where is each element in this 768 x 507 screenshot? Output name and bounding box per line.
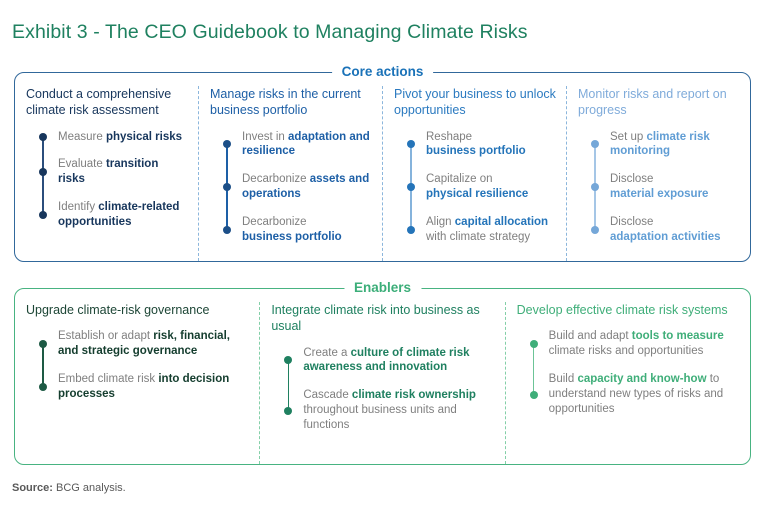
item-text: Decarbonize business portfolio bbox=[242, 216, 342, 244]
list-item bbox=[39, 157, 190, 187]
column-header: Conduct a comprehensive climate risk assessment bbox=[26, 87, 172, 118]
item-text: Evaluate transition risks bbox=[58, 158, 159, 186]
list-item bbox=[407, 172, 558, 202]
enablers-column-2 bbox=[259, 302, 504, 464]
bullet-dot-icon bbox=[591, 140, 599, 148]
item-list bbox=[39, 130, 190, 231]
source-text: BCG analysis. bbox=[52, 482, 126, 494]
bullet-dot-icon bbox=[223, 183, 231, 191]
item-text: Build and adapt tools to measure climate risks and opportunities bbox=[548, 330, 724, 358]
item-text: Reshape business portfolio bbox=[426, 130, 526, 158]
list-item bbox=[39, 329, 251, 359]
bullet-dot-icon bbox=[530, 340, 538, 348]
bullet-dot-icon bbox=[39, 383, 47, 391]
enablers-column-3 bbox=[505, 302, 750, 464]
list-item bbox=[223, 172, 374, 202]
item-text: Align capital allocation with climate strategy bbox=[426, 216, 549, 244]
bullet-dot-icon bbox=[39, 211, 47, 219]
list-item bbox=[530, 372, 742, 417]
list-item bbox=[284, 388, 496, 433]
core-actions-label: Core actions bbox=[332, 63, 434, 82]
bullet-dot-icon bbox=[39, 340, 47, 348]
item-text: Embed climate risk into decision processes bbox=[58, 373, 230, 401]
list-item bbox=[407, 215, 558, 245]
source-note bbox=[12, 482, 126, 494]
bullet-dot-icon bbox=[284, 407, 292, 415]
bullet-dot-icon bbox=[284, 356, 292, 364]
page-title: Exhibit 3 - The CEO Guidebook to Managing Climate Risks bbox=[12, 21, 528, 44]
core-actions-columns bbox=[15, 73, 750, 261]
column-header: Integrate climate risk into business as usual bbox=[271, 303, 480, 334]
item-list bbox=[223, 130, 374, 246]
item-text: Measure physical risks bbox=[58, 130, 183, 143]
bullet-dot-icon bbox=[407, 140, 415, 148]
list-item bbox=[223, 215, 374, 245]
column-header: Monitor risks and report on progress bbox=[578, 87, 727, 118]
enablers-section bbox=[14, 280, 751, 465]
column-header: Upgrade climate-risk governance bbox=[26, 303, 210, 317]
list-item bbox=[284, 346, 496, 376]
core-actions-column-1 bbox=[15, 86, 198, 261]
item-text: Set up climate risk monitoring bbox=[610, 130, 710, 158]
bullet-dot-icon bbox=[407, 226, 415, 234]
bullet-dot-icon bbox=[591, 226, 599, 234]
column-header: Manage risks in the current business portfolio bbox=[210, 87, 361, 118]
bullet-dot-icon bbox=[223, 226, 231, 234]
item-text: Disclose material exposure bbox=[610, 173, 709, 201]
source-label: Source: bbox=[12, 482, 53, 494]
item-list bbox=[407, 130, 558, 246]
list-item bbox=[39, 200, 190, 230]
item-text: Decarbonize assets and operations bbox=[242, 173, 370, 201]
list-item bbox=[39, 372, 251, 402]
core-actions-column-3 bbox=[382, 86, 566, 261]
enablers-columns bbox=[15, 289, 750, 464]
enablers-column-1 bbox=[15, 302, 259, 464]
column-header: Pivot your business to unlock opportunities bbox=[394, 87, 556, 118]
core-actions-column-4 bbox=[566, 86, 750, 261]
bullet-dot-icon bbox=[223, 140, 231, 148]
core-actions-column-2 bbox=[198, 86, 382, 261]
item-text: Establish or adapt risk, financial, and strategic governance bbox=[58, 330, 230, 358]
list-item bbox=[591, 215, 742, 245]
item-text: Build capacity and know-how to understand new types of risks and opportunities bbox=[548, 373, 724, 415]
bullet-dot-icon bbox=[39, 168, 47, 176]
item-list bbox=[530, 329, 742, 417]
item-text: Create a culture of climate risk awareness and innovation bbox=[303, 346, 470, 374]
item-list bbox=[591, 130, 742, 246]
item-list bbox=[39, 329, 251, 402]
item-text: Capitalize on physical resilience bbox=[426, 173, 529, 201]
item-list bbox=[284, 346, 496, 434]
list-item bbox=[39, 130, 190, 145]
item-text: Identify climate-related opportunities bbox=[58, 201, 180, 229]
item-text: Cascade climate risk ownership throughout business units and functions bbox=[303, 389, 476, 432]
enablers-label: Enablers bbox=[344, 279, 421, 298]
item-text: Invest in adaptation and resilience bbox=[242, 130, 370, 158]
list-item bbox=[407, 130, 558, 160]
bullet-dot-icon bbox=[39, 133, 47, 141]
list-item bbox=[530, 329, 742, 359]
list-item bbox=[223, 130, 374, 160]
bullet-dot-icon bbox=[407, 183, 415, 191]
column-header: Develop effective climate risk systems bbox=[516, 303, 728, 317]
list-item bbox=[591, 172, 742, 202]
bullet-dot-icon bbox=[591, 183, 599, 191]
item-text: Disclose adaptation activities bbox=[610, 216, 721, 244]
bullet-dot-icon bbox=[530, 391, 538, 399]
list-item bbox=[591, 130, 742, 160]
core-actions-section bbox=[14, 64, 751, 262]
